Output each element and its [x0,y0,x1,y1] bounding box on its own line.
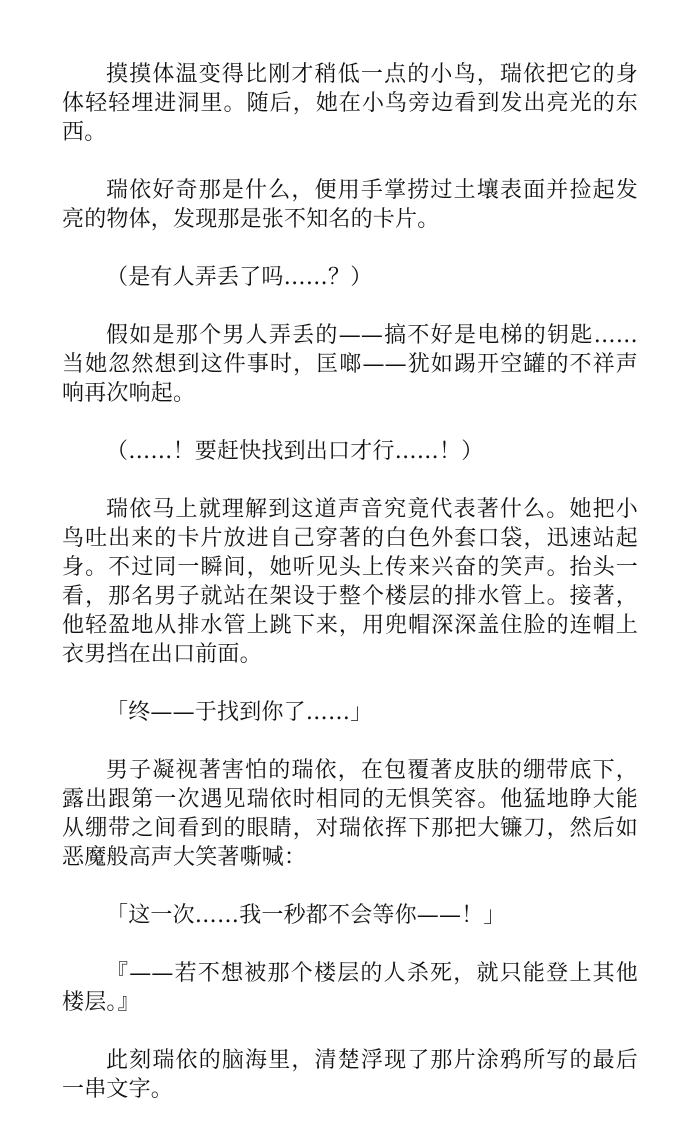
paragraph-2: 瑞依好奇那是什么，便用手掌捞过土壤表面并捡起发亮的物体，发现那是张不知名的卡片。 [62,178,638,232]
paragraph-1: 摸摸体温变得比刚才稍低一点的小鸟，瑞依把它的身体轻轻埋进洞里。随后，她在小鸟旁边看到发出亮光的东西。 [62,62,638,145]
dialogue-1: 「终——于找到你了……」 [106,700,373,725]
dialogue-2: 「这一次……我一秒都不会等你——！」 [106,903,506,928]
paragraph-3: 假如是那个男人弄丢的——搞不好是电梯的钥匙……当她忽然想到这件事时，匡啷——犹如踢开空罐的不祥声响再次响起。 [62,323,638,406]
page-body [62,60,638,1133]
graffiti-quote: 『——若不想被那个楼层的人杀死，就只能登上其他楼层。』 [62,961,638,1015]
paragraph-6: 此刻瑞依的脑海里，清楚浮现了那片涂鸦所写的最后一串文字。 [62,1048,638,1102]
inner-thought-2: （……！要赶快找到出口才行……！） [106,439,484,464]
paragraph-4: 瑞依马上就理解到这道声音究竟代表著什么。她把小鸟吐出来的卡片放进自己穿著的白色外套口袋，迅速站起身。不过同一瞬间，她听见头上传来兴奋的笑声。抬头一看，那名男子就站在架设于整个楼层的排水管上。接著，他轻盈地从排水管上跳下来，用兜帽深深盖住脸的连帽上衣男挡在出口前面。 [62,497,638,667]
paragraph-5: 男子凝视著害怕的瑞依，在包覆著皮肤的绷带底下，露出跟第一次遇见瑞依时相同的无惧笑容。他猛地睁大能从绷带之间看到的眼睛，对瑞依挥下那把大镰刀，然后如恶魔般高声大笑著嘶喊： [62,758,638,870]
inner-thought-1: （是有人弄丢了吗……？） [106,265,373,290]
